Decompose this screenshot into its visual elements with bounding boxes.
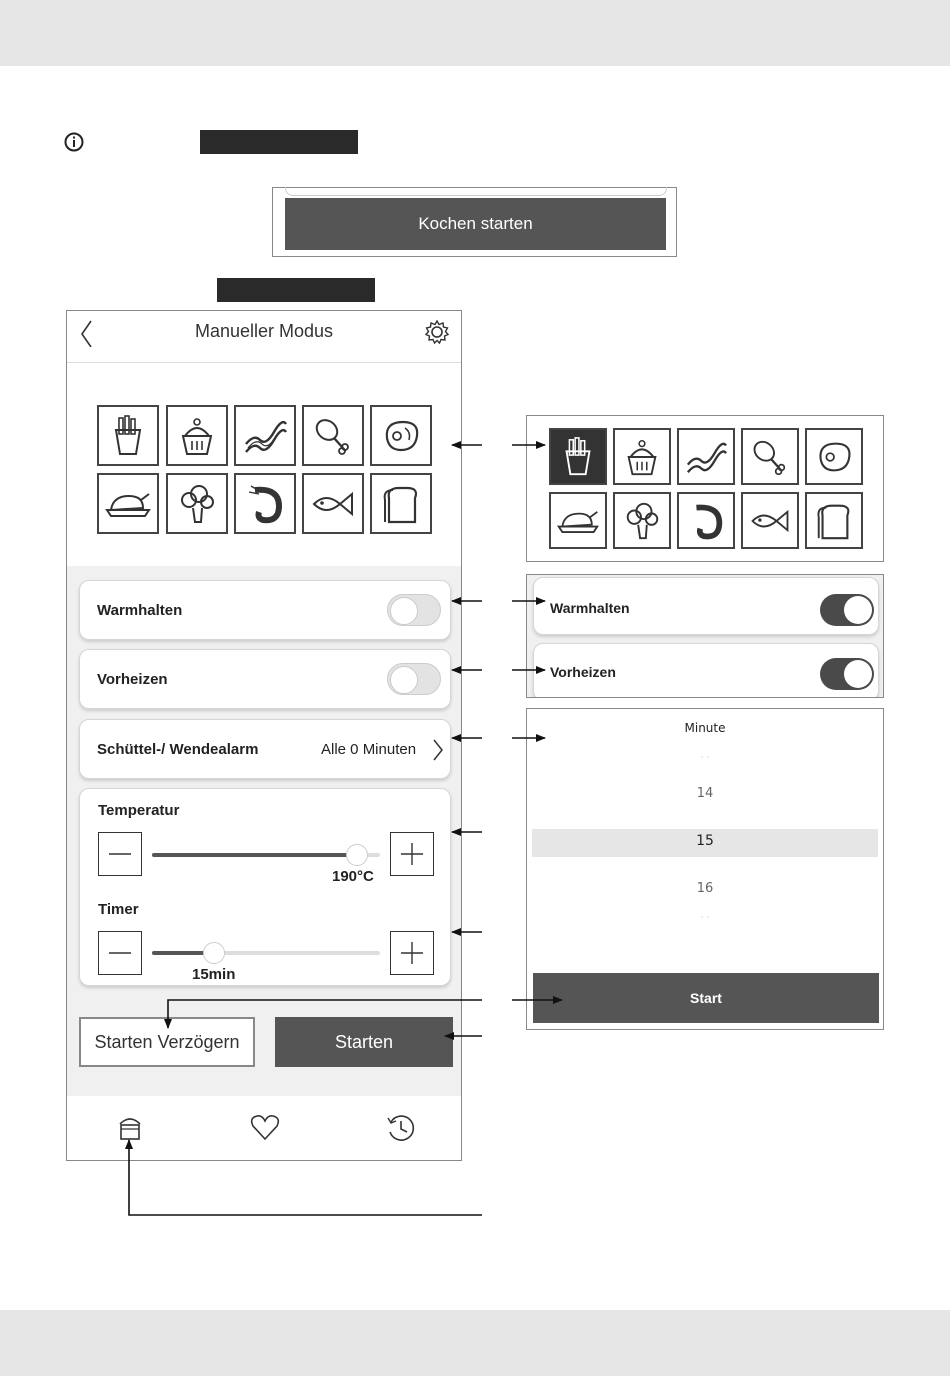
timer-label: Timer <box>98 901 139 918</box>
page-title: Manueller Modus <box>194 321 334 341</box>
keep-warm-label: Warmhalten <box>550 600 630 616</box>
picker-item-above[interactable]: 14 <box>696 786 714 801</box>
shake-alarm-label: Schüttel-/ Wendealarm <box>97 741 259 758</box>
delay-start-button[interactable]: Starten Verzögern <box>79 1017 255 1067</box>
picker-item-below[interactable]: 16 <box>696 881 714 896</box>
picker-start-button[interactable]: Start <box>533 973 879 1023</box>
preheat-label: Vorheizen <box>97 671 168 688</box>
start-button[interactable]: Starten <box>275 1017 453 1067</box>
picker-faded-dots: · · <box>700 913 710 923</box>
cook-start-button[interactable]: Kochen starten <box>285 198 666 250</box>
keep-warm-label: Warmhalten <box>97 602 183 619</box>
temperature-label: Temperatur <box>98 802 180 819</box>
picker-item-selected[interactable]: 15 <box>696 833 714 849</box>
temperature-value: 190°C <box>332 868 374 885</box>
preheat-label: Vorheizen <box>550 664 616 680</box>
timer-value: 15min <box>192 966 236 983</box>
picker-faded-dots: · · <box>700 753 710 763</box>
shake-alarm-value: Alle 0 Minuten <box>321 741 417 758</box>
picker-title: Minute <box>684 721 726 735</box>
